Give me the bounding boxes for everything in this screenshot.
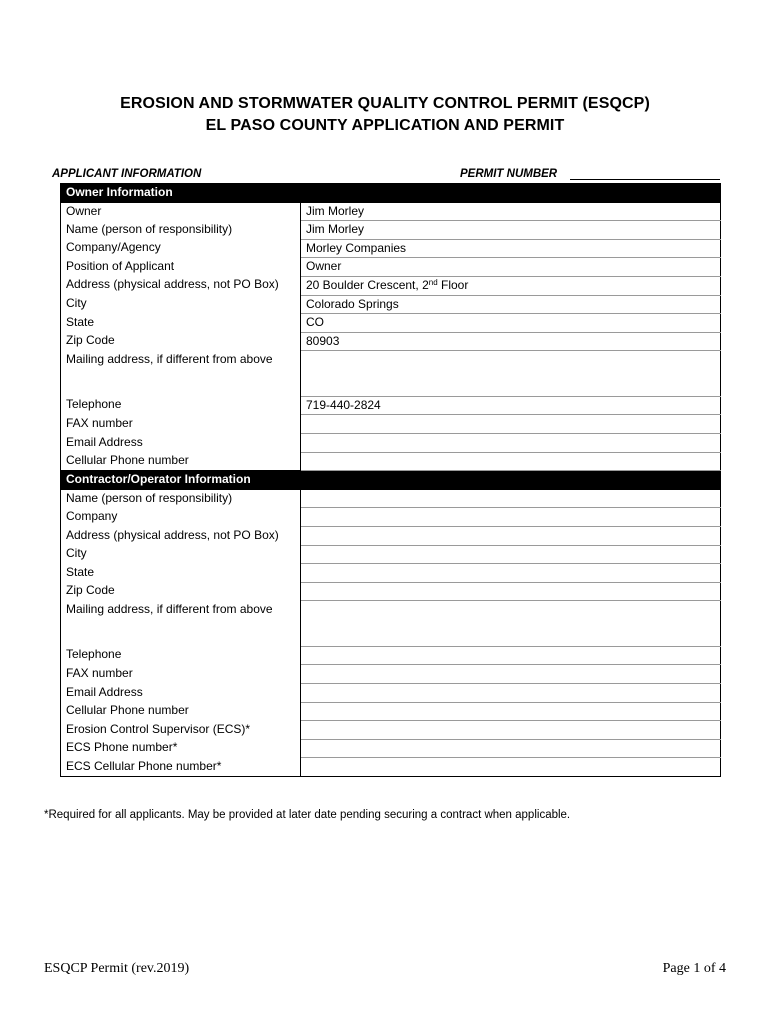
contractor-cell-phone-field[interactable] [301,702,721,721]
owner-email-field[interactable] [301,434,721,453]
table-row [61,702,721,721]
field-label: City [61,295,301,314]
footer-form-revision: ESQCP Permit (rev.2019) [44,961,190,976]
owner-field[interactable]: Jim Morley [301,202,721,221]
field-label: ECS Cellular Phone number* [61,758,301,777]
table-row [61,415,721,434]
contractor-address-field[interactable] [301,527,721,546]
field-label: Address (physical address, not PO Box) [61,527,301,546]
table-row [61,508,721,527]
field-label: Telephone [61,396,301,415]
applicant-information-table [60,183,721,777]
owner-fax-field[interactable] [301,415,721,434]
contractor-mailing-address-field[interactable] [301,601,721,647]
owner-zip-field[interactable]: 80903 [301,332,721,351]
table-row [61,527,721,546]
field-label: Company/Agency [61,239,301,258]
owner-city-field[interactable]: Colorado Springs [301,295,721,314]
field-label: FAX number [61,415,301,434]
table-row [61,351,721,397]
field-label: City [61,545,301,564]
field-label: Name (person of responsibility) [61,489,301,508]
form-title-line-2: EL PASO COUNTY APPLICATION AND PERMIT [205,117,565,134]
field-label: Erosion Control Supervisor (ECS)* [61,721,301,740]
contractor-state-field[interactable] [301,564,721,583]
field-label: Name (person of responsibility) [61,221,301,240]
permit-number-field[interactable] [570,179,720,180]
owner-cell-phone-field[interactable] [301,452,721,471]
field-label: Mailing address, if different from above [61,351,301,397]
field-label: Owner [61,202,301,221]
field-label: Cellular Phone number [61,702,301,721]
owner-company-field[interactable]: Morley Companies [301,239,721,258]
owner-section-header: Owner Information [61,184,301,203]
field-label: Mailing address, if different from above [61,601,301,647]
field-label: State [61,564,301,583]
contractor-section-header: Contractor/Operator Information [61,471,301,490]
table-row [61,721,721,740]
owner-mailing-address-field[interactable] [301,351,721,397]
field-label: ECS Phone number* [61,739,301,758]
form-title-line-1: EROSION AND STORMWATER QUALITY CONTROL PERMIT (ESQCP) [120,95,650,112]
table-row [61,545,721,564]
table-row [61,758,721,777]
address-text: 20 Boulder Crescent, 2 [306,277,429,292]
table-row [61,434,721,453]
table-row [61,295,721,314]
table-row [61,684,721,703]
contractor-telephone-field[interactable] [301,646,721,665]
applicant-information-heading: APPLICANT INFORMATION [52,168,202,180]
table-row [61,239,721,258]
contractor-zip-field[interactable] [301,582,721,601]
footer-page-number: Page 1 of 4 [662,961,726,976]
owner-state-field[interactable]: CO [301,314,721,333]
ecs-name-field[interactable] [301,721,721,740]
contractor-city-field[interactable] [301,545,721,564]
contractor-section-header-row [61,471,721,490]
owner-address-field[interactable] [301,276,721,295]
ecs-phone-field[interactable] [301,739,721,758]
field-label: Zip Code [61,582,301,601]
table-row [61,202,721,221]
contractor-responsible-name-field[interactable] [301,489,721,508]
contractor-company-field[interactable] [301,508,721,527]
table-row [61,739,721,758]
section-heading-row [52,168,720,183]
table-row [61,276,721,295]
field-label: Email Address [61,684,301,703]
field-label: Telephone [61,646,301,665]
field-label: Position of Applicant [61,258,301,277]
owner-responsible-name-field[interactable]: Jim Morley [301,221,721,240]
contractor-email-field[interactable] [301,684,721,703]
contractor-fax-field[interactable] [301,665,721,684]
table-row [61,258,721,277]
ecs-cell-phone-field[interactable] [301,758,721,777]
table-row [61,221,721,240]
field-label: Cellular Phone number [61,452,301,471]
field-label: Address (physical address, not PO Box) [61,276,301,295]
table-row [61,396,721,415]
field-label: Company [61,508,301,527]
table-row [61,646,721,665]
owner-telephone-field[interactable]: 719-440-2824 [301,396,721,415]
table-row [61,452,721,471]
permit-number-label: PERMIT NUMBER [460,168,558,180]
table-row [61,314,721,333]
table-row [61,601,721,647]
field-label: FAX number [61,665,301,684]
field-label: Email Address [61,434,301,453]
address-floor-text: Floor [437,277,469,292]
table-row [61,564,721,583]
table-row [61,332,721,351]
table-row [61,582,721,601]
table-row [61,665,721,684]
ordinal-suffix: nd [428,277,438,287]
owner-section-header-row [61,184,721,203]
table-row [61,489,721,508]
owner-position-field[interactable]: Owner [301,258,721,277]
field-label: State [61,314,301,333]
field-label: Zip Code [61,332,301,351]
required-footnote: *Required for all applicants. May be provided at later date pending securing a contract when applicable. [44,809,571,821]
